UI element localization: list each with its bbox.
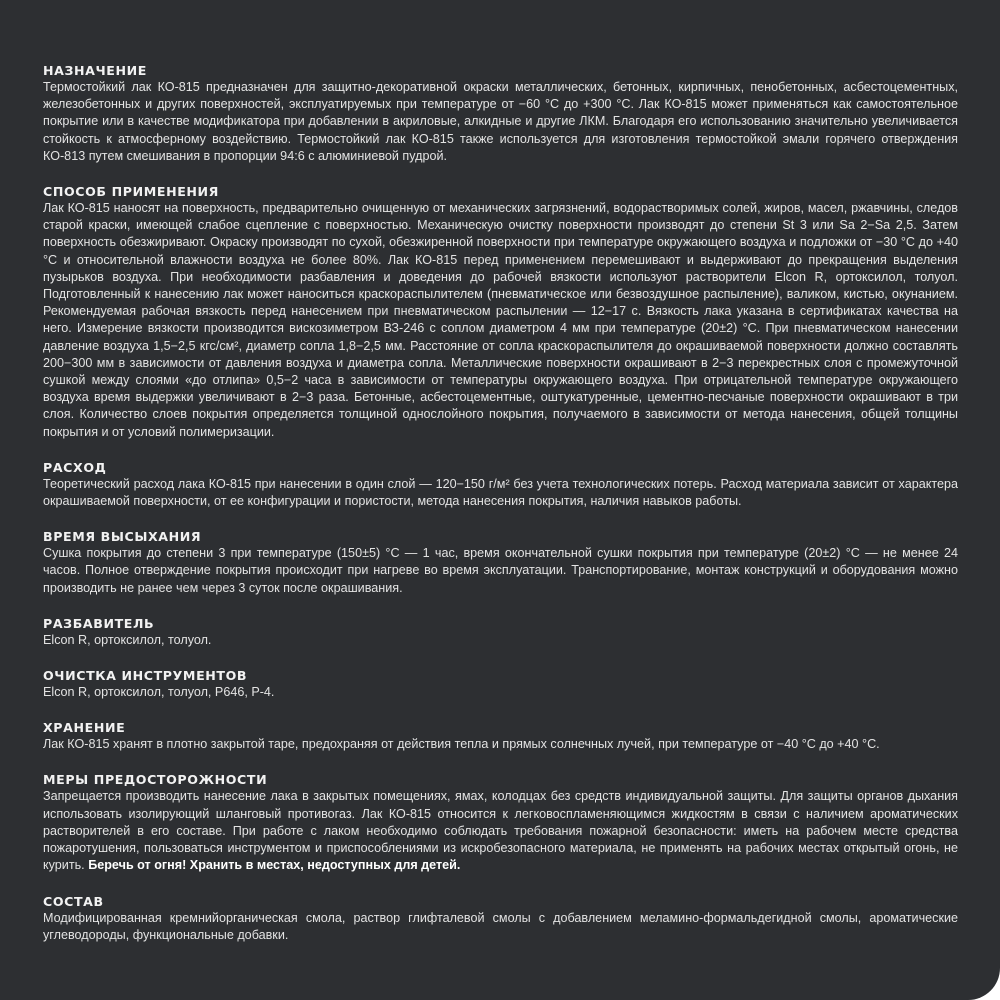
section-heading: НАЗНАЧЕНИЕ bbox=[43, 63, 147, 78]
section-consumption bbox=[43, 460, 958, 510]
section-text: Теоретический расход лака КО-815 при нанесении в один слой — 120−150 г/м² без учета технологических потерь. Расход материала зависит от характера окрашиваемой поверхности, от ее конфигурации и пористости, метода нанесения покрытия, наличия навыков работы. bbox=[43, 476, 958, 509]
section-heading: СОСТАВ bbox=[43, 893, 104, 909]
precautions-text: Запрещается производить нанесение лака в закрытых помещениях, ямах, колодцах без средств индивидуальной защиты. Для защиты органов дыхания использовать изолирующий шланговый противогаз. Лак КО-815 относится к легковоспламеняющимся жидкостям в связи с наличием ароматических растворителей в его составе. При работе с лаком необходимо соблюдать требования пожарной безопасности: иметь на рабочем месте средства пожаротушения, пользоваться инструментом и приспособлениями из искробезопасного материала, не применять на рабочих местах открытый огонь, не курить. bbox=[43, 789, 958, 873]
section-heading: ХРАНЕНИЕ bbox=[43, 720, 126, 736]
section-thinner bbox=[43, 616, 958, 649]
warning-emphasis: Беречь от огня! Хранить в местах, недоступных для детей. bbox=[88, 858, 461, 873]
section-text: Elcon R, ортоксилол, толуол, Р646, Р-4. bbox=[43, 685, 275, 700]
section-precautions bbox=[43, 772, 958, 874]
section-purpose bbox=[43, 63, 958, 165]
section-composition bbox=[43, 894, 958, 944]
section-drying bbox=[43, 529, 958, 597]
section-text: Термостойкий лак КО-815 предназначен для защитно-декоративной окраски металлических, бетонных, кирпичных, пенобетонных, асбестоцементных, железобетонных и других поверхностей, эксплуатируемых при температуре от −60 °С до +300 °С. Лак КО-815 может применяться как самостоятельное покрытие или в качестве модификатора при добавлении в акриловые, алкидные и другие ЛКМ. Благодаря его использованию значительно увеличивается стойкость к атмосферному воздействию. Термостойкий лак КО-815 также используется для изготовления термостойкой эмали горячего отверждения КО-813 путем смешивания в пропорции 94:6 с алюминиевой пудрой. bbox=[43, 80, 958, 163]
section-heading: СПОСОБ ПРИМЕНЕНИЯ bbox=[43, 184, 219, 200]
section-heading: ОЧИСТКА ИНСТРУМЕНТОВ bbox=[43, 668, 248, 684]
section-text: Elcon R, ортоксилол, толуол. bbox=[43, 632, 212, 647]
section-heading: МЕРЫ ПРЕДОСТОРОЖНОСТИ bbox=[43, 772, 268, 788]
section-text bbox=[43, 788, 958, 874]
section-heading: РАСХОД bbox=[43, 459, 107, 475]
section-text: Лак КО-815 наносят на поверхность, предварительно очищенную от механических загрязнений, водорастворимых солей, жиров, масел, ржавчины, следов старой краски, имеющей слабое сцепление с поверхностью. Механическую очистку поверхности производят до степени St 3 или Sa 2−Sa 2,5. Затем поверхность обезжиривают. Окраску производят по сухой, обезжиренной поверхности при температуре окружающего воздуха и подложки от −30 °С до +40 °С и относительной влажности воздуха не более 80%. Лак КО-815 перед применением перемешивают и выдерживают до прекращения выделения пузырьков воздуха. При необходимости разбавления и доведения до рабочей вязкости используют растворители Elcon R, ортоксилол, толуол. Подготовленный к нанесению лак может наноситься краскораспылителем (пневматическое или безвоздушное распыление), валиком, кистью, окунанием. Рекомендуемая рабочая вязкость перед нанесением при пневматическом распылении — 12−17 с. Вязкость лака указана в сертификатах качества на него. Измерение вязкости производится вискозиметром ВЗ-246 с соплом диаметром 4 мм при температуре (20±2) °С. При пневматическом нанесении давление воздуха 1,5−2,5 кгс/см², диаметр сопла 1,8−2,5 мм. Расстояние от сопла краскораспылителя до окрашиваемой поверхности должно составлять 200−300 мм в зависимости от давления воздуха и диаметра сопла. Металлические поверхности окрашивают в 2−3 перекрестных слоя с промежуточной сушкой между слоями «до отлипа» 0,5−2 часа в зависимости от температуры окружающего воздуха. При отрицательной температуре окружающего воздуха время выдержки увеличивают в 2−3 раза. Бетонные, асбестоцементные, оштукатуренные, цементно-песчаные поверхности окрашивают в три слоя. Количество слоев покрытия определяется толщиной однослойного покрытия, получаемого в зависимости от метода нанесения, общей толщины покрытия и от условий полимеризации. bbox=[43, 201, 958, 439]
section-text: Модифицированная кремнийорганическая смола, раствор глифталевой смолы с добавлением меламино-формальдегидной смолы, ароматические углеводороды, функциональные добавки. bbox=[43, 910, 958, 942]
section-text: Лак КО-815 хранят в плотно закрытой таре, предохраняя от действия тепла и прямых солнечных лучей, при температуре от −40 °С до +40 °С. bbox=[43, 737, 880, 752]
section-heading: РАЗБАВИТЕЛЬ bbox=[43, 615, 155, 631]
section-text: Сушка покрытия до степени 3 при температуре (150±5) °С — 1 час, время окончательной сушки покрытия при температуре (20±2) °С — не менее 24 часов. Полное отверждение покрытия происходит при нагреве во время эксплуатации. Транспортирование, монтаж конструкций и оборудования можно производить не ранее чем через 3 суток после окрашивания. bbox=[43, 546, 958, 595]
section-application bbox=[43, 184, 958, 441]
section-storage bbox=[43, 720, 958, 753]
section-cleaning bbox=[43, 668, 958, 701]
section-heading: ВРЕМЯ ВЫСЫХАНИЯ bbox=[43, 529, 202, 545]
